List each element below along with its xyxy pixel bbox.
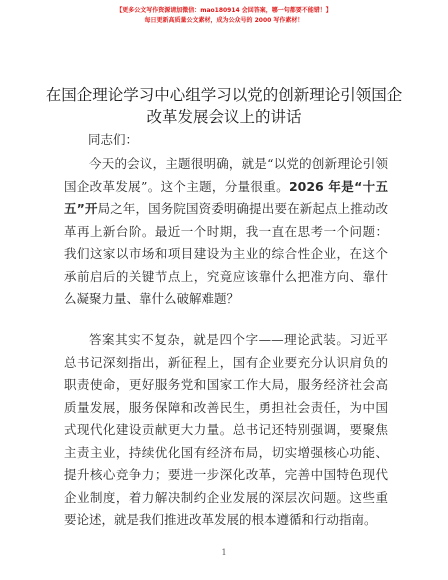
promo-banner-line-2: 每日更新高质量公文素材，成为公众号的 2000 写作素材！ bbox=[144, 17, 304, 24]
body-paragraph-1 bbox=[64, 153, 388, 311]
greeting: 同志们： bbox=[88, 132, 139, 147]
promo-banner bbox=[0, 6, 448, 26]
paragraph-1-bold-text: 2026 年是“十五五”开 bbox=[64, 178, 388, 216]
document-title: 在国企理论学习中心组学习以党的创新理论引领国企改革发展会议上的讲话 bbox=[45, 86, 403, 126]
page-number: 1 bbox=[221, 548, 227, 557]
paragraph-1-text-a: 今天的会议，主题很明确，就是“以党的创新理论引领国企改革发展”。这个主题，分量很重。 bbox=[64, 156, 388, 194]
promo-banner-line-1: 【更多公文写作资源请加微信：mao180914 会回答案，哪一句都要不能错！】 bbox=[116, 7, 332, 14]
body-paragraph-2: 答案其实不复杂，就是四个字——理论武装。习近平总书记深刻指出，新征程上，国有企业要充分认识肩负的职责使命，更好服务党和国家工作大局，服务经济社会高质量发展，服务保障和改善民生，勇担社会责任，为中国式现代化建设贡献更大力量。总书记还特别强调，要聚焦主责主业，持续优化国有经济布局，切实增强核心功能、提升核心竞争力；要进一步深化改革，完善中国特色现代企业制度，着力解决制约企业发展的深层次问题。这些重要论述，就是我们推进改革发展的根本遵循和行动指南。 bbox=[64, 332, 388, 527]
paragraph-1-text-b: 局之年，国务院国资委明确提出要在新起点上推动改革再上新台阶。最近一个时期，我一直在思考一个问题：我们这家以市场和项目建设为主业的综合性企业，在这个承前启后的关键节点上，究竟应该靠什么把准方向、靠什么凝聚力量、靠什么破解难题？ bbox=[64, 201, 388, 306]
